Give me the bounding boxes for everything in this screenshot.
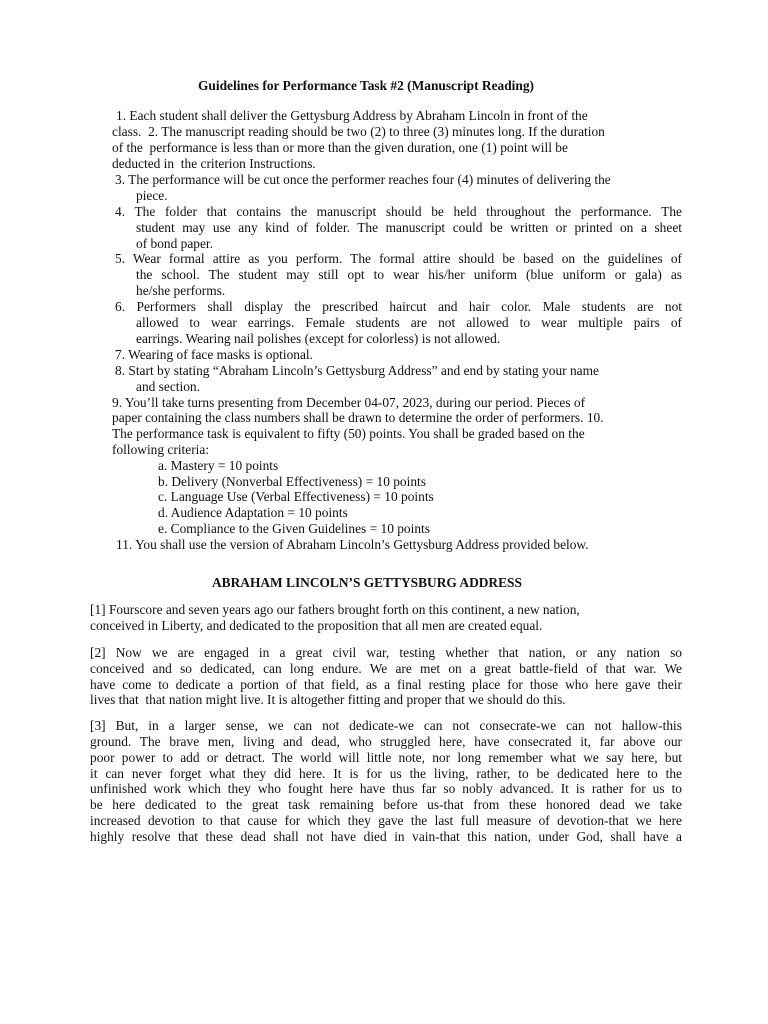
guideline-line: 7. Wearing of face masks is optional. <box>115 347 313 362</box>
address-line: ground. The brave men, living and dead, who struggled here, have consecrated it, far above our <box>90 734 682 749</box>
guideline-line: allowed to wear earrings. Female students are not allowed to wear multiple pairs of <box>136 315 682 330</box>
guideline-line: of the performance is less than or more than the given duration, one (1) point will be <box>112 140 568 155</box>
guideline-line: paper containing the class numbers shall be drawn to determine the order of performers. 10. <box>112 410 604 425</box>
guideline-line: earrings. Wearing nail polishes (except for colorless) is not allowed. <box>136 331 501 346</box>
address-line: [2] Now we are engaged in a great civil war, testing whether that nation, or any nation so <box>90 645 682 660</box>
address-line: increased devotion to that cause for which they gave the last full measure of devotion-that we here <box>90 813 682 828</box>
guideline-line: he/she performs. <box>136 283 226 298</box>
guideline-line: following criteria: <box>112 442 210 457</box>
guideline-line: The performance task is equivalent to fifty (50) points. You shall be graded based on the <box>112 426 585 441</box>
address-line: unfinished work which they who fought here have thus far so nobly advanced. It is rather for us to <box>90 781 682 796</box>
address-line: conceived in Liberty, and dedicated to the proposition that all men are created equal. <box>90 618 543 633</box>
guideline-line: 11. You shall use the version of Abraham Lincoln’s Gettysburg Address provided below. <box>116 537 589 552</box>
guidelines-title: Guidelines for Performance Task #2 (Manuscript Reading) <box>198 78 535 93</box>
criteria-item: c. Language Use (Verbal Effectiveness) = 10 points <box>158 489 434 504</box>
guideline-line: 9. You’ll take turns presenting from December 04-07, 2023, during our period. Pieces of <box>112 395 586 410</box>
address-title: ABRAHAM LINCOLN’S GETTYSBURG ADDRESS <box>212 575 522 590</box>
guideline-line: piece. <box>136 188 168 203</box>
guideline-line: and section. <box>136 379 200 394</box>
criteria-item: d. Audience Adaptation = 10 points <box>158 505 348 520</box>
criteria-item: a. Mastery = 10 points <box>158 458 279 473</box>
address-line: have come to dedicate a portion of that field, as a final resting place for those who here gave their <box>90 677 682 692</box>
address-line: [3] But, in a larger sense, we can not dedicate-we can not consecrate-we can not hallow-this <box>90 718 682 733</box>
address-line: [1] Fourscore and seven years ago our fathers brought forth on this continent, a new nation, <box>90 602 580 617</box>
guideline-line: deducted in the criterion Instructions. <box>112 156 316 171</box>
guideline-line: 3. The performance will be cut once the performer reaches four (4) minutes of delivering the <box>115 172 611 187</box>
criteria-item: b. Delivery (Nonverbal Effectiveness) = 10 points <box>158 474 426 489</box>
guideline-line: the school. The student may still opt to wear his/her uniform (blue uniform or gala) as <box>136 267 682 282</box>
guideline-line: class. 2. The manuscript reading should be two (2) to three (3) minutes long. If the duration <box>112 124 605 139</box>
guideline-line: 5. Wear formal attire as you perform. The formal attire should be based on the guidelines of <box>115 251 682 266</box>
guideline-line: of bond paper. <box>136 236 213 251</box>
guideline-line: 4. The folder that contains the manuscript should be held throughout the performance. The <box>115 204 682 219</box>
guideline-line: student may use any kind of folder. The manuscript could be written or printed on a sheet <box>136 220 682 235</box>
address-line: conceived and so dedicated, can long endure. We are met on a great battle-field of that war. We <box>90 661 682 676</box>
guideline-line: 8. Start by stating “Abraham Lincoln’s Gettysburg Address” and end by stating your name <box>115 363 599 378</box>
guideline-line: 6. Performers shall display the prescribed haircut and hair color. Male students are not <box>115 299 682 314</box>
guideline-line: 1. Each student shall deliver the Gettysburg Address by Abraham Lincoln in front of the <box>116 108 588 123</box>
address-line: poor power to add or detract. The world will little note, nor long remember what we say here, but <box>90 750 682 765</box>
address-line: lives that that nation might live. It is altogether fitting and proper that we should do this. <box>90 692 566 707</box>
address-line: highly resolve that these dead shall not have died in vain-that this nation, under God, shall have a <box>90 829 682 844</box>
address-line: it can never forget what they did here. It is for us the living, rather, to be dedicated here to the <box>90 766 682 781</box>
criteria-item: e. Compliance to the Given Guidelines = 10 points <box>158 521 430 536</box>
address-line: be here dedicated to the great task remaining before us-that from these honored dead we take <box>90 797 682 812</box>
